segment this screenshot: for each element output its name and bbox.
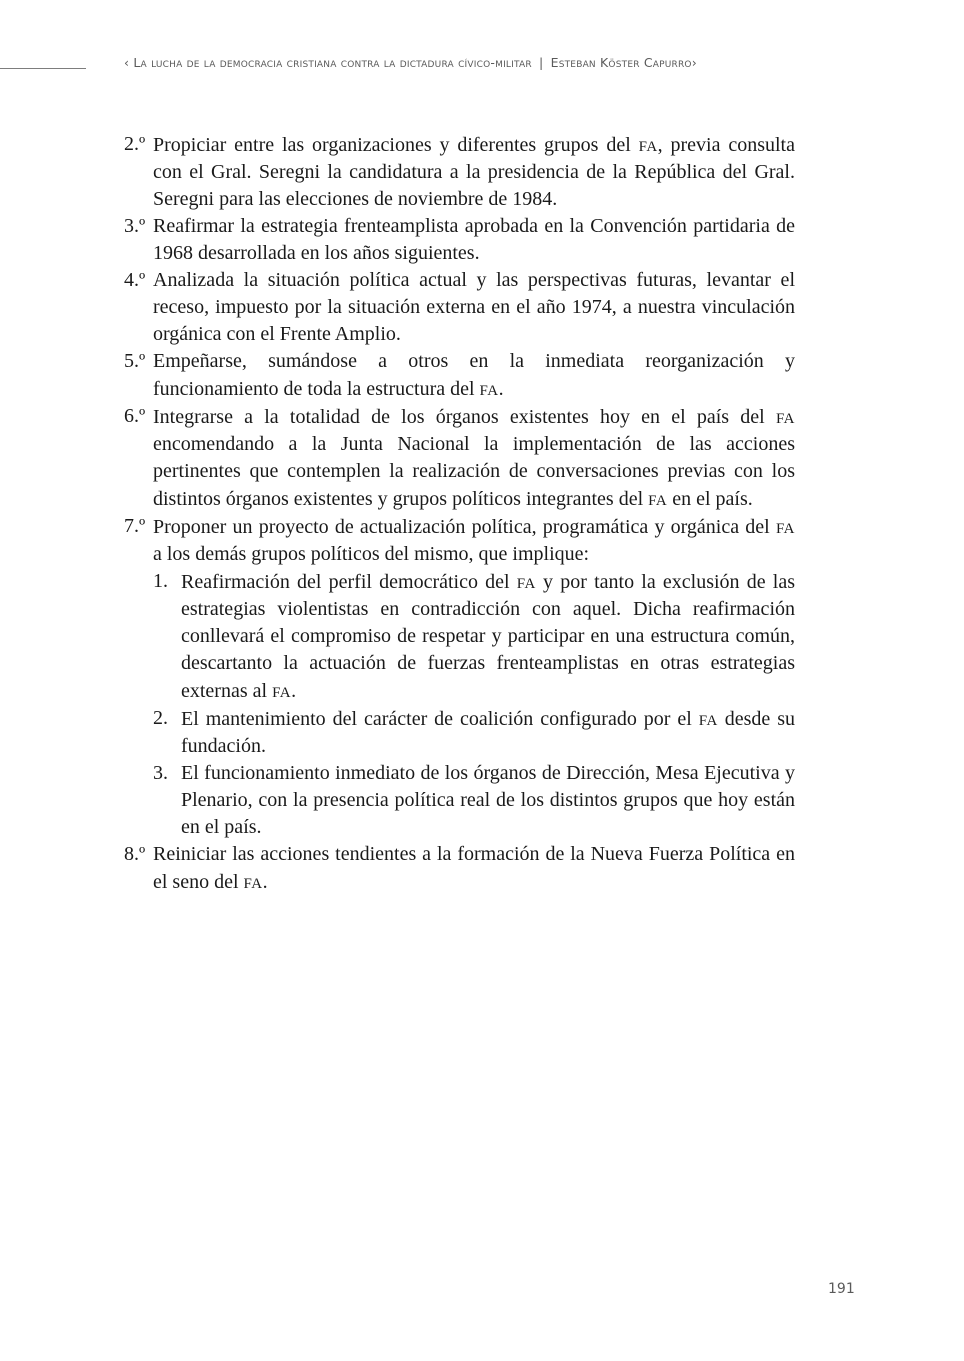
list-item <box>124 213 795 267</box>
item-number: 5.º <box>124 350 146 372</box>
item-text: Analizada la situación política actual y las perspectivas futuras, levantar el receso, impuesto por la situación externa en el año 1974, a nuestra vinculación orgánica con el Frente Amplio. <box>153 269 795 345</box>
item-text: Reiniciar las acciones tendientes a la formación de la Nueva Fuerza Política en el seno del fa. <box>153 843 795 893</box>
author-name: Esteban Köster Capurro <box>550 55 692 70</box>
sub-item-text: El mantenimiento del carácter de coalición configurado por el fa desde su fundación. <box>181 706 795 757</box>
list-item <box>124 348 795 403</box>
sub-list-item <box>153 705 795 760</box>
item-number: 7.º <box>124 515 146 537</box>
item-text: Integrarse a la totalidad de los órganos existentes hoy en el país del fa encomendando a la Junta Nacional la implementación de las acciones pertinentes que contemplen la realización de conversaciones previas con los distintos órganos existentes y grupos políticos integrantes del fa en el país. <box>153 404 795 510</box>
sub-item-number: 3. <box>153 762 168 784</box>
sub-list-item <box>153 760 795 841</box>
sub-list-item <box>153 568 795 705</box>
header-rule <box>0 68 86 69</box>
list-item <box>124 131 795 213</box>
header-close-mark: › <box>691 55 697 70</box>
page-number: 191 <box>828 1281 855 1297</box>
item-text: Propiciar entre las organizaciones y diferentes grupos del fa, previa consulta con el Gral. Seregni la candidatura a la presidencia de la República del Gral. Seregni para las elecciones de noviembre de 1984. <box>153 132 795 210</box>
sub-item-number: 1. <box>153 570 168 592</box>
item-text: Proponer un proyecto de actualización política, programática y orgánica del fa a los demás grupos políticos del mismo, que implique: <box>153 514 795 565</box>
item-number: 6.º <box>124 405 146 427</box>
item-number: 3.º <box>124 215 146 237</box>
item-text: Reafirmar la estrategia frenteamplista aprobada en la Convención partidaria de 1968 desarrollada en los años siguientes. <box>153 215 795 264</box>
header-separator: | <box>538 55 544 70</box>
item-number: 8.º <box>124 843 146 865</box>
list-item <box>124 841 795 896</box>
sub-item-number: 2. <box>153 707 168 729</box>
list-item <box>124 267 795 348</box>
item-text: Empeñarse, sumándose a otros en la inmediata reorganización y funcionamiento de toda la estructura del fa. <box>153 350 795 400</box>
list-item <box>124 513 795 841</box>
item-body <box>153 513 795 841</box>
header-open-mark: ‹ <box>124 55 130 70</box>
sub-item-text: Reafirmación del perfil democrático del fa y por tanto la exclusión de las estrategias violentistas en contradicción con aquel. Dicha reafirmación conllevará el compromiso de respetar y participar en una estructura común, descartanto la actuación de fuerzas frenteamplistas en otras estrategias externas al fa. <box>181 569 795 702</box>
numbered-list <box>124 131 795 896</box>
book-title: La lucha de la democracia cristiana contra la dictadura cívico-militar <box>133 55 532 70</box>
item-number: 4.º <box>124 269 146 291</box>
item-number: 2.º <box>124 133 146 155</box>
running-header <box>124 55 697 70</box>
sub-item-text: El funcionamiento inmediato de los órganos de Dirección, Mesa Ejecutiva y Plenario, con la presencia política real de los distintos grupos que hoy están en el país. <box>181 762 795 838</box>
list-item <box>124 403 795 513</box>
